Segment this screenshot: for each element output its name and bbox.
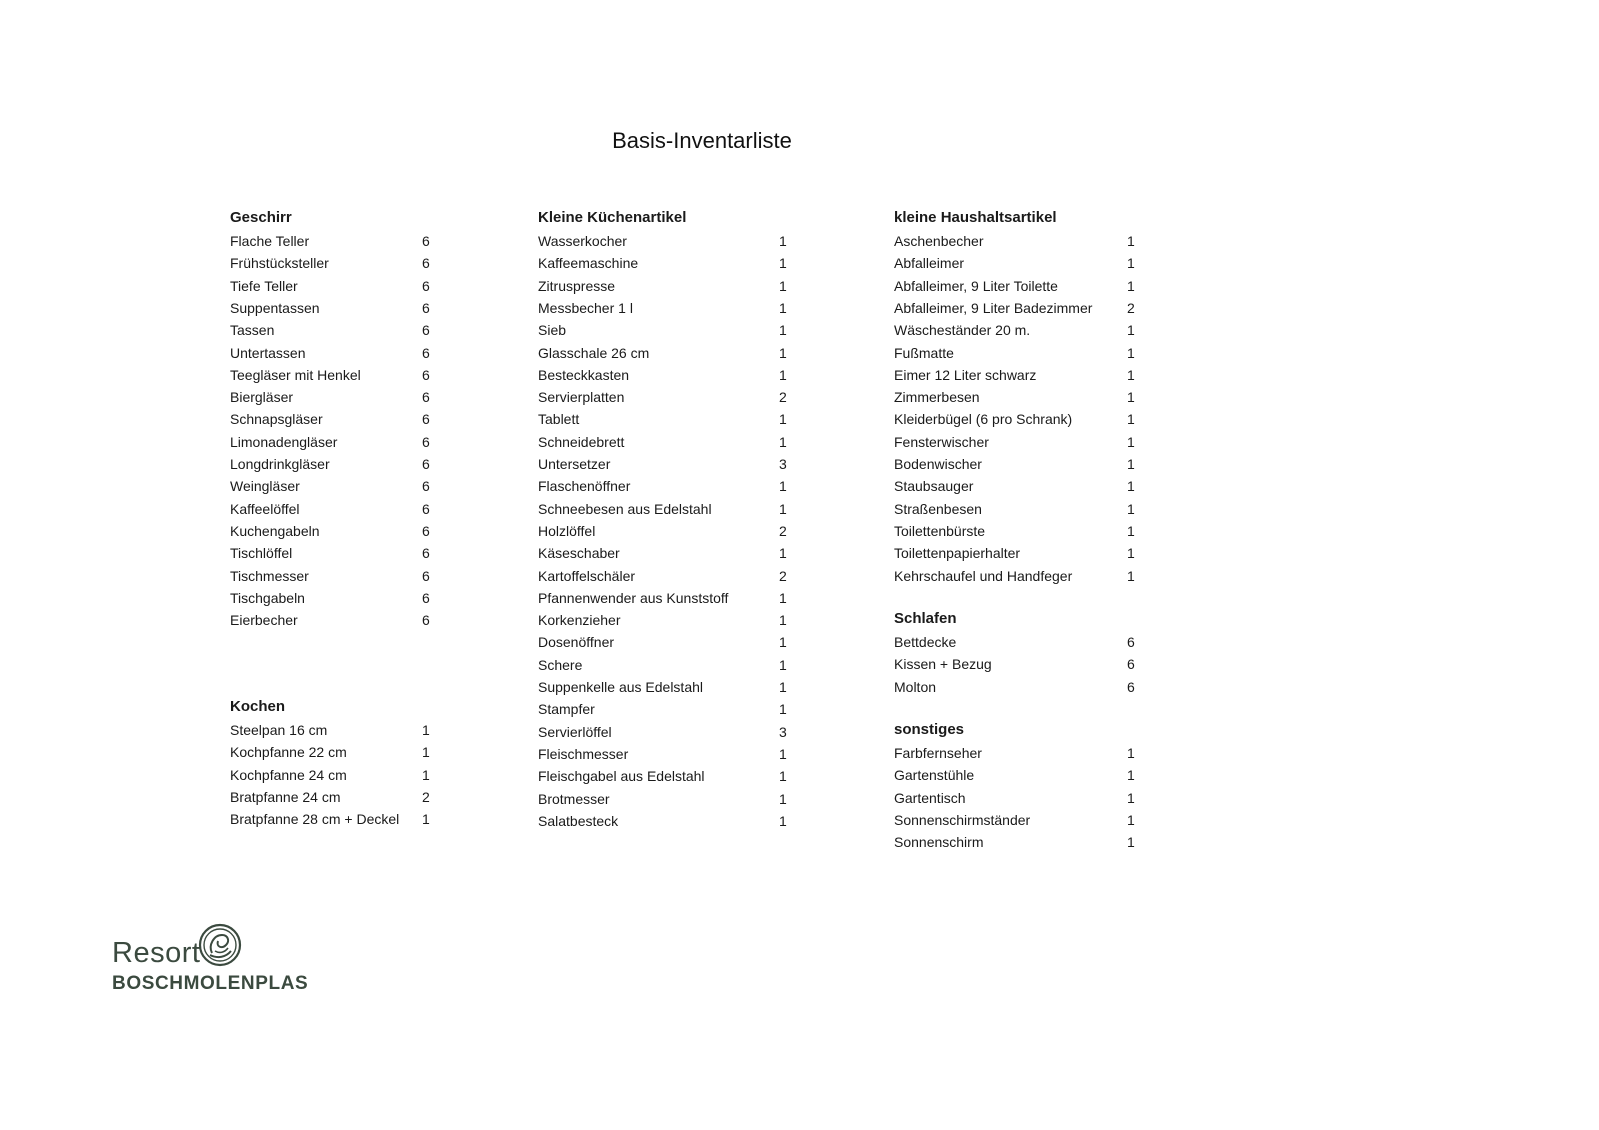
section-heading: Kochen	[230, 698, 286, 715]
section-heading: sonstiges	[894, 721, 965, 738]
item-name: Kleiderbügel (6 pro Schrank)	[894, 411, 1073, 428]
item-name: Schneidebrett	[538, 433, 625, 450]
item-quantity: 1	[779, 612, 787, 629]
item-name: Teegläser mit Henkel	[230, 366, 361, 383]
item-name: Flaschenöffner	[538, 478, 631, 495]
item-quantity: 2	[779, 567, 787, 584]
item-quantity: 2	[779, 389, 787, 406]
item-name: Bratpfanne 24 cm	[230, 788, 341, 805]
item-quantity: 1	[422, 766, 430, 783]
item-name: Tiefe Teller	[230, 277, 298, 294]
item-name: Kochpfanne 24 cm	[230, 766, 347, 783]
item-name: Abfalleimer, 9 Liter Badezimmer	[894, 299, 1093, 316]
item-name: Tablett	[538, 411, 580, 428]
item-quantity: 6	[422, 299, 430, 316]
item-quantity: 6	[422, 389, 430, 406]
item-name: Fleischmesser	[538, 745, 629, 762]
item-name: Fußmatte	[894, 344, 954, 361]
section-heading: kleine Haushaltsartikel	[894, 209, 1057, 226]
item-name: Longdrinkgläser	[230, 456, 330, 472]
item-quantity: 1	[1127, 834, 1135, 851]
item-name: Weingläser	[230, 478, 300, 495]
item-name: Eierbecher	[230, 612, 298, 629]
item-name: Salatbesteck	[538, 812, 619, 829]
item-quantity: 6	[422, 411, 430, 428]
item-name: Messbecher 1 l	[538, 299, 633, 316]
item-name: Flache Teller	[230, 233, 310, 249]
item-quantity: 6	[422, 545, 430, 562]
item-name: Wäscheständer 20 m.	[894, 322, 1031, 339]
item-quantity: 6	[422, 433, 430, 450]
item-quantity: 1	[779, 411, 787, 428]
item-quantity: 6	[422, 456, 430, 472]
item-quantity: 6	[422, 522, 430, 539]
item-name: Tischlöffel	[230, 545, 293, 562]
item-name: Straßenbesen	[894, 500, 982, 517]
item-name: Schere	[538, 656, 583, 673]
item-quantity: 1	[422, 722, 430, 738]
item-quantity: 6	[1127, 634, 1135, 650]
item-name: Biergläser	[230, 389, 294, 406]
swan-emblem-icon	[198, 923, 242, 967]
item-quantity: 1	[1127, 545, 1135, 562]
resort-logo	[112, 923, 342, 993]
item-quantity: 1	[779, 366, 787, 383]
item-name: Schnapsgläser	[230, 411, 323, 428]
item-quantity: 1	[779, 255, 787, 272]
item-quantity: 1	[1127, 389, 1135, 406]
item-name: Kehrschaufel und Handfeger	[894, 567, 1073, 584]
item-name: Abfalleimer, 9 Liter Toilette	[894, 277, 1058, 294]
item-name: Bettdecke	[894, 634, 957, 650]
item-quantity: 6	[422, 612, 430, 629]
item-quantity: 1	[779, 433, 787, 450]
page-title: Basis-Inventarliste	[612, 128, 792, 153]
item-name: Schneebesen aus Edelstahl	[538, 500, 712, 517]
item-name: Gartenstühle	[894, 767, 975, 784]
item-name: Besteckkasten	[538, 366, 630, 383]
item-quantity: 1	[779, 500, 787, 517]
item-name: Tischmesser	[230, 567, 309, 584]
item-quantity: 6	[422, 277, 430, 294]
item-quantity: 1	[779, 344, 787, 361]
item-name: Zitruspresse	[538, 277, 616, 294]
item-quantity: 1	[1127, 767, 1135, 784]
item-name: Farbfernseher	[894, 745, 982, 761]
item-name: Servierplatten	[538, 389, 625, 406]
item-quantity: 1	[1127, 478, 1135, 495]
item-quantity: 1	[779, 322, 787, 339]
item-quantity: 6	[422, 500, 430, 517]
item-name: Suppenkelle aus Edelstahl	[538, 679, 704, 695]
item-quantity: 1	[779, 299, 787, 316]
item-quantity: 1	[1127, 500, 1135, 517]
item-name: Sonnenschirmständer	[894, 811, 1031, 828]
item-quantity: 3	[779, 456, 787, 472]
item-name: Toilettenbürste	[894, 522, 986, 539]
item-quantity: 1	[779, 233, 787, 249]
item-quantity: 1	[779, 812, 787, 829]
item-quantity: 1	[779, 478, 787, 495]
item-quantity: 6	[422, 366, 430, 383]
item-name: Suppentassen	[230, 299, 320, 316]
item-name: Wasserkocher	[538, 233, 627, 249]
item-quantity: 6	[422, 233, 430, 249]
section-heading: Schlafen	[894, 610, 957, 627]
item-name: Brotmesser	[538, 790, 610, 807]
item-quantity: 6	[422, 344, 430, 361]
item-name: Untersetzer	[538, 456, 611, 472]
item-name: Frühstücksteller	[230, 255, 329, 272]
item-quantity: 1	[422, 811, 430, 828]
item-name: Fleischgabel aus Edelstahl	[538, 768, 705, 785]
logo-resort-text: Resort	[112, 937, 201, 969]
item-name: Fensterwischer	[894, 433, 989, 450]
item-quantity: 1	[1127, 322, 1135, 339]
item-name: Bodenwischer	[894, 456, 982, 472]
item-quantity: 6	[1127, 678, 1135, 695]
item-name: Glasschale 26 cm	[538, 344, 650, 361]
item-quantity: 1	[1127, 522, 1135, 539]
item-quantity: 1	[1127, 433, 1135, 450]
item-name: Molton	[894, 678, 937, 695]
item-name: Kaffeelöffel	[230, 500, 300, 517]
item-name: Abfalleimer	[894, 255, 965, 272]
item-name: Korkenzieher	[538, 612, 621, 629]
item-name: Gartentisch	[894, 789, 966, 806]
item-quantity: 1	[1127, 366, 1135, 383]
logo-brand-text: BOSCHMOLENPLAS	[112, 973, 309, 994]
item-quantity: 1	[779, 701, 787, 718]
item-name: Kuchengabeln	[230, 522, 320, 539]
item-quantity: 1	[1127, 567, 1135, 584]
item-quantity: 1	[1127, 411, 1135, 428]
item-quantity: 1	[1127, 255, 1135, 272]
item-quantity: 1	[1127, 456, 1135, 472]
item-name: Tassen	[230, 322, 275, 339]
item-name: Aschenbecher	[894, 233, 984, 249]
item-name: Pfannenwender aus Kunststoff	[538, 589, 729, 606]
section-heading: Geschirr	[230, 209, 292, 226]
item-name: Tischgabeln	[230, 589, 305, 606]
item-name: Untertassen	[230, 344, 306, 361]
item-quantity: 1	[779, 768, 787, 785]
item-quantity: 3	[779, 723, 787, 740]
item-name: Kochpfanne 22 cm	[230, 744, 347, 761]
item-quantity: 1	[779, 790, 787, 807]
item-name: Kissen + Bezug	[894, 656, 992, 673]
item-quantity: 1	[779, 589, 787, 606]
item-name: Sieb	[538, 322, 567, 339]
item-quantity: 1	[1127, 811, 1135, 828]
item-quantity: 1	[1127, 344, 1135, 361]
item-name: Dosenöffner	[538, 634, 615, 651]
item-name: Kartoffelschäler	[538, 567, 636, 584]
item-quantity: 6	[422, 567, 430, 584]
item-quantity: 6	[422, 589, 430, 606]
item-name: Sonnenschirm	[894, 834, 984, 851]
item-name: Eimer 12 Liter schwarz	[894, 366, 1037, 383]
item-quantity: 1	[1127, 277, 1135, 294]
item-name: Bratpfanne 28 cm + Deckel	[230, 811, 400, 828]
item-name: Limonadengläser	[230, 433, 338, 450]
item-name: Zimmerbesen	[894, 389, 980, 406]
item-quantity: 1	[779, 679, 787, 695]
item-name: Käseschaber	[538, 545, 620, 562]
item-name: Servierlöffel	[538, 723, 612, 740]
item-quantity: 6	[422, 255, 430, 272]
item-quantity: 1	[779, 745, 787, 762]
item-quantity: 1	[779, 545, 787, 562]
item-quantity: 1	[779, 634, 787, 651]
item-quantity: 1	[1127, 789, 1135, 806]
item-name: Kaffeemaschine	[538, 255, 639, 272]
item-quantity: 1	[422, 744, 430, 761]
item-quantity: 6	[422, 478, 430, 495]
item-quantity: 1	[779, 277, 787, 294]
item-quantity: 2	[422, 788, 430, 805]
item-quantity: 2	[779, 522, 787, 539]
item-name: Staubsauger	[894, 478, 974, 495]
item-quantity: 6	[422, 322, 430, 339]
item-name: Steelpan 16 cm	[230, 722, 328, 738]
section-heading: Kleine Küchenartikel	[538, 209, 687, 226]
item-name: Toilettenpapierhalter	[894, 545, 1021, 562]
item-quantity: 2	[1127, 299, 1135, 316]
item-quantity: 6	[1127, 656, 1135, 673]
item-quantity: 1	[1127, 745, 1135, 761]
item-quantity: 1	[779, 656, 787, 673]
item-name: Stampfer	[538, 701, 595, 718]
item-name: Holzlöffel	[538, 522, 596, 539]
item-quantity: 1	[1127, 233, 1135, 249]
